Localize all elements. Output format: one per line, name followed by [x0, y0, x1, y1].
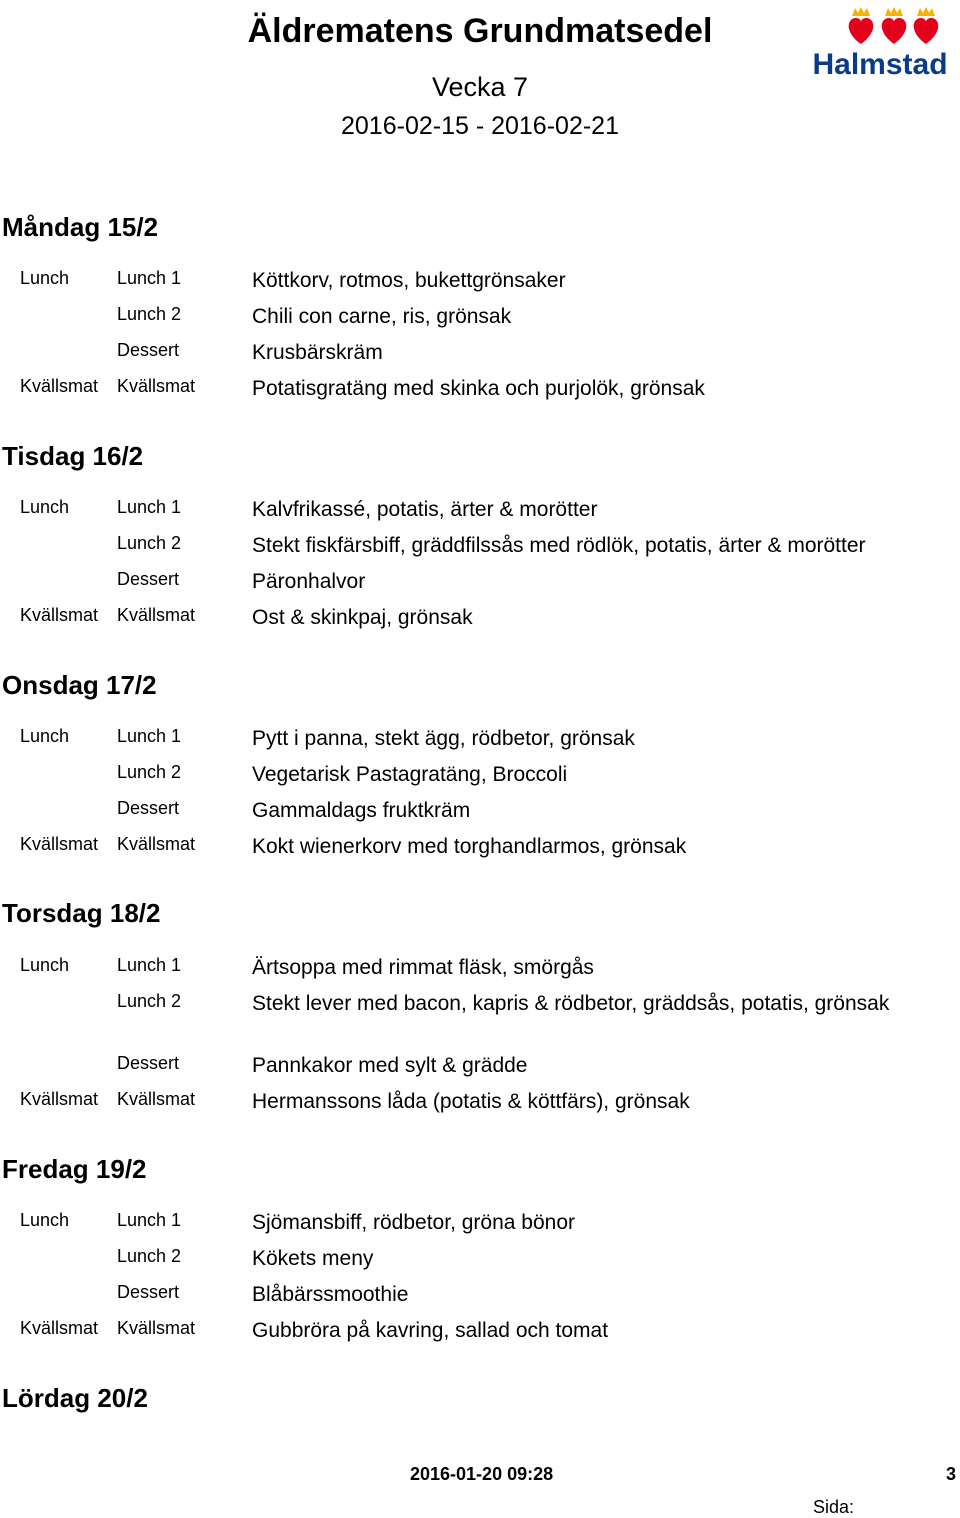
dish: Kokt wienerkorv med torghandlarmos, grönsak — [252, 835, 687, 858]
meal-type: Lunch 1 — [117, 268, 182, 288]
dish: Gammaldags fruktkräm — [252, 799, 471, 822]
meal-label: Kvällsmat — [20, 1318, 99, 1338]
dish: Ost & skinkpaj, grönsak — [252, 606, 473, 629]
meal-type: Dessert — [117, 1282, 180, 1302]
meal-label: Kvällsmat — [20, 376, 99, 396]
footer-timestamp: 2016-01-20 09:28 — [410, 1464, 554, 1484]
day-title: Måndag 15/2 — [2, 212, 159, 242]
dish: Blåbärssmoothie — [252, 1283, 409, 1306]
meal-label: Kvällsmat — [20, 605, 99, 625]
dish: Ärtsoppa med rimmat fläsk, smörgås — [252, 956, 594, 979]
dish: Hermanssons låda (potatis & köttfärs), grönsak — [252, 1090, 690, 1113]
meal-label: Lunch — [20, 726, 70, 746]
meal-label: Lunch — [20, 1210, 70, 1230]
day-title: Lördag 20/2 — [2, 1383, 148, 1413]
logo-text: Halmstad — [812, 48, 948, 78]
halmstad-logo — [800, 4, 960, 78]
meal-type: Lunch 2 — [117, 304, 182, 324]
date-range: 2016-02-15 - 2016-02-21 — [341, 112, 619, 140]
meal-type: Dessert — [117, 1053, 180, 1073]
meal-type: Kvällsmat — [117, 834, 196, 854]
meal-type: Kvällsmat — [117, 1089, 196, 1109]
day-title: Fredag 19/2 — [2, 1154, 147, 1184]
dish: Vegetarisk Pastagratäng, Broccoli — [252, 763, 568, 786]
dish: Krusbärskräm — [252, 341, 383, 364]
dish: Kalvfrikassé, potatis, ärter & morötter — [252, 498, 598, 521]
page-title: Äldrematens Grundmatsedel — [247, 12, 713, 50]
page-number: 3 — [946, 1464, 957, 1484]
meal-type: Kvällsmat — [117, 376, 196, 396]
meal-type: Lunch 1 — [117, 955, 182, 975]
meal-label: Kvällsmat — [20, 834, 99, 854]
dish: Stekt lever med bacon, kapris & rödbetor, gräddsås, potatis, grönsak — [252, 992, 890, 1015]
meal-label: Lunch — [20, 955, 70, 975]
day-title: Tisdag 16/2 — [2, 441, 144, 471]
week-label: Vecka 7 — [431, 72, 529, 102]
meal-type: Dessert — [117, 340, 180, 360]
meal-type: Lunch 1 — [117, 497, 182, 517]
heart-icons — [849, 18, 939, 44]
dish: Potatisgratäng med skinka och purjolök, grönsak — [252, 377, 705, 400]
meal-type: Lunch 1 — [117, 726, 182, 746]
meal-label: Kvällsmat — [20, 1089, 99, 1109]
meal-type: Lunch 2 — [117, 991, 182, 1011]
meal-label: Lunch — [20, 497, 70, 517]
meal-type: Lunch 2 — [117, 533, 182, 553]
dish: Pannkakor med sylt & grädde — [252, 1054, 528, 1077]
dish: Gubbröra på kavring, sallad och tomat — [252, 1319, 609, 1342]
dish: Köttkorv, rotmos, bukettgrönsaker — [252, 269, 566, 292]
dish: Päronhalvor — [252, 570, 366, 593]
meal-type: Lunch 2 — [117, 762, 182, 782]
meal-type: Lunch 2 — [117, 1246, 182, 1266]
meal-type: Dessert — [117, 569, 180, 589]
dish: Chili con carne, ris, grönsak — [252, 305, 512, 328]
meal-label: Lunch — [20, 268, 70, 288]
dish: Sjömansbiff, rödbetor, gröna bönor — [252, 1211, 575, 1234]
dish: Kökets meny — [252, 1247, 374, 1270]
dish: Pytt i panna, stekt ägg, rödbetor, grönsak — [252, 727, 635, 750]
meal-type: Kvällsmat — [117, 1318, 196, 1338]
day-title: Onsdag 17/2 — [2, 670, 157, 700]
meal-type: Kvällsmat — [117, 605, 196, 625]
meal-type: Lunch 1 — [117, 1210, 182, 1230]
day-title: Torsdag 18/2 — [2, 898, 161, 928]
page-label: Sida: — [813, 1497, 855, 1517]
meal-type: Dessert — [117, 798, 180, 818]
dish: Stekt fiskfärsbiff, gräddfilssås med rödlök, potatis, ärter & morötter — [252, 534, 866, 557]
crown-icons — [852, 7, 935, 16]
